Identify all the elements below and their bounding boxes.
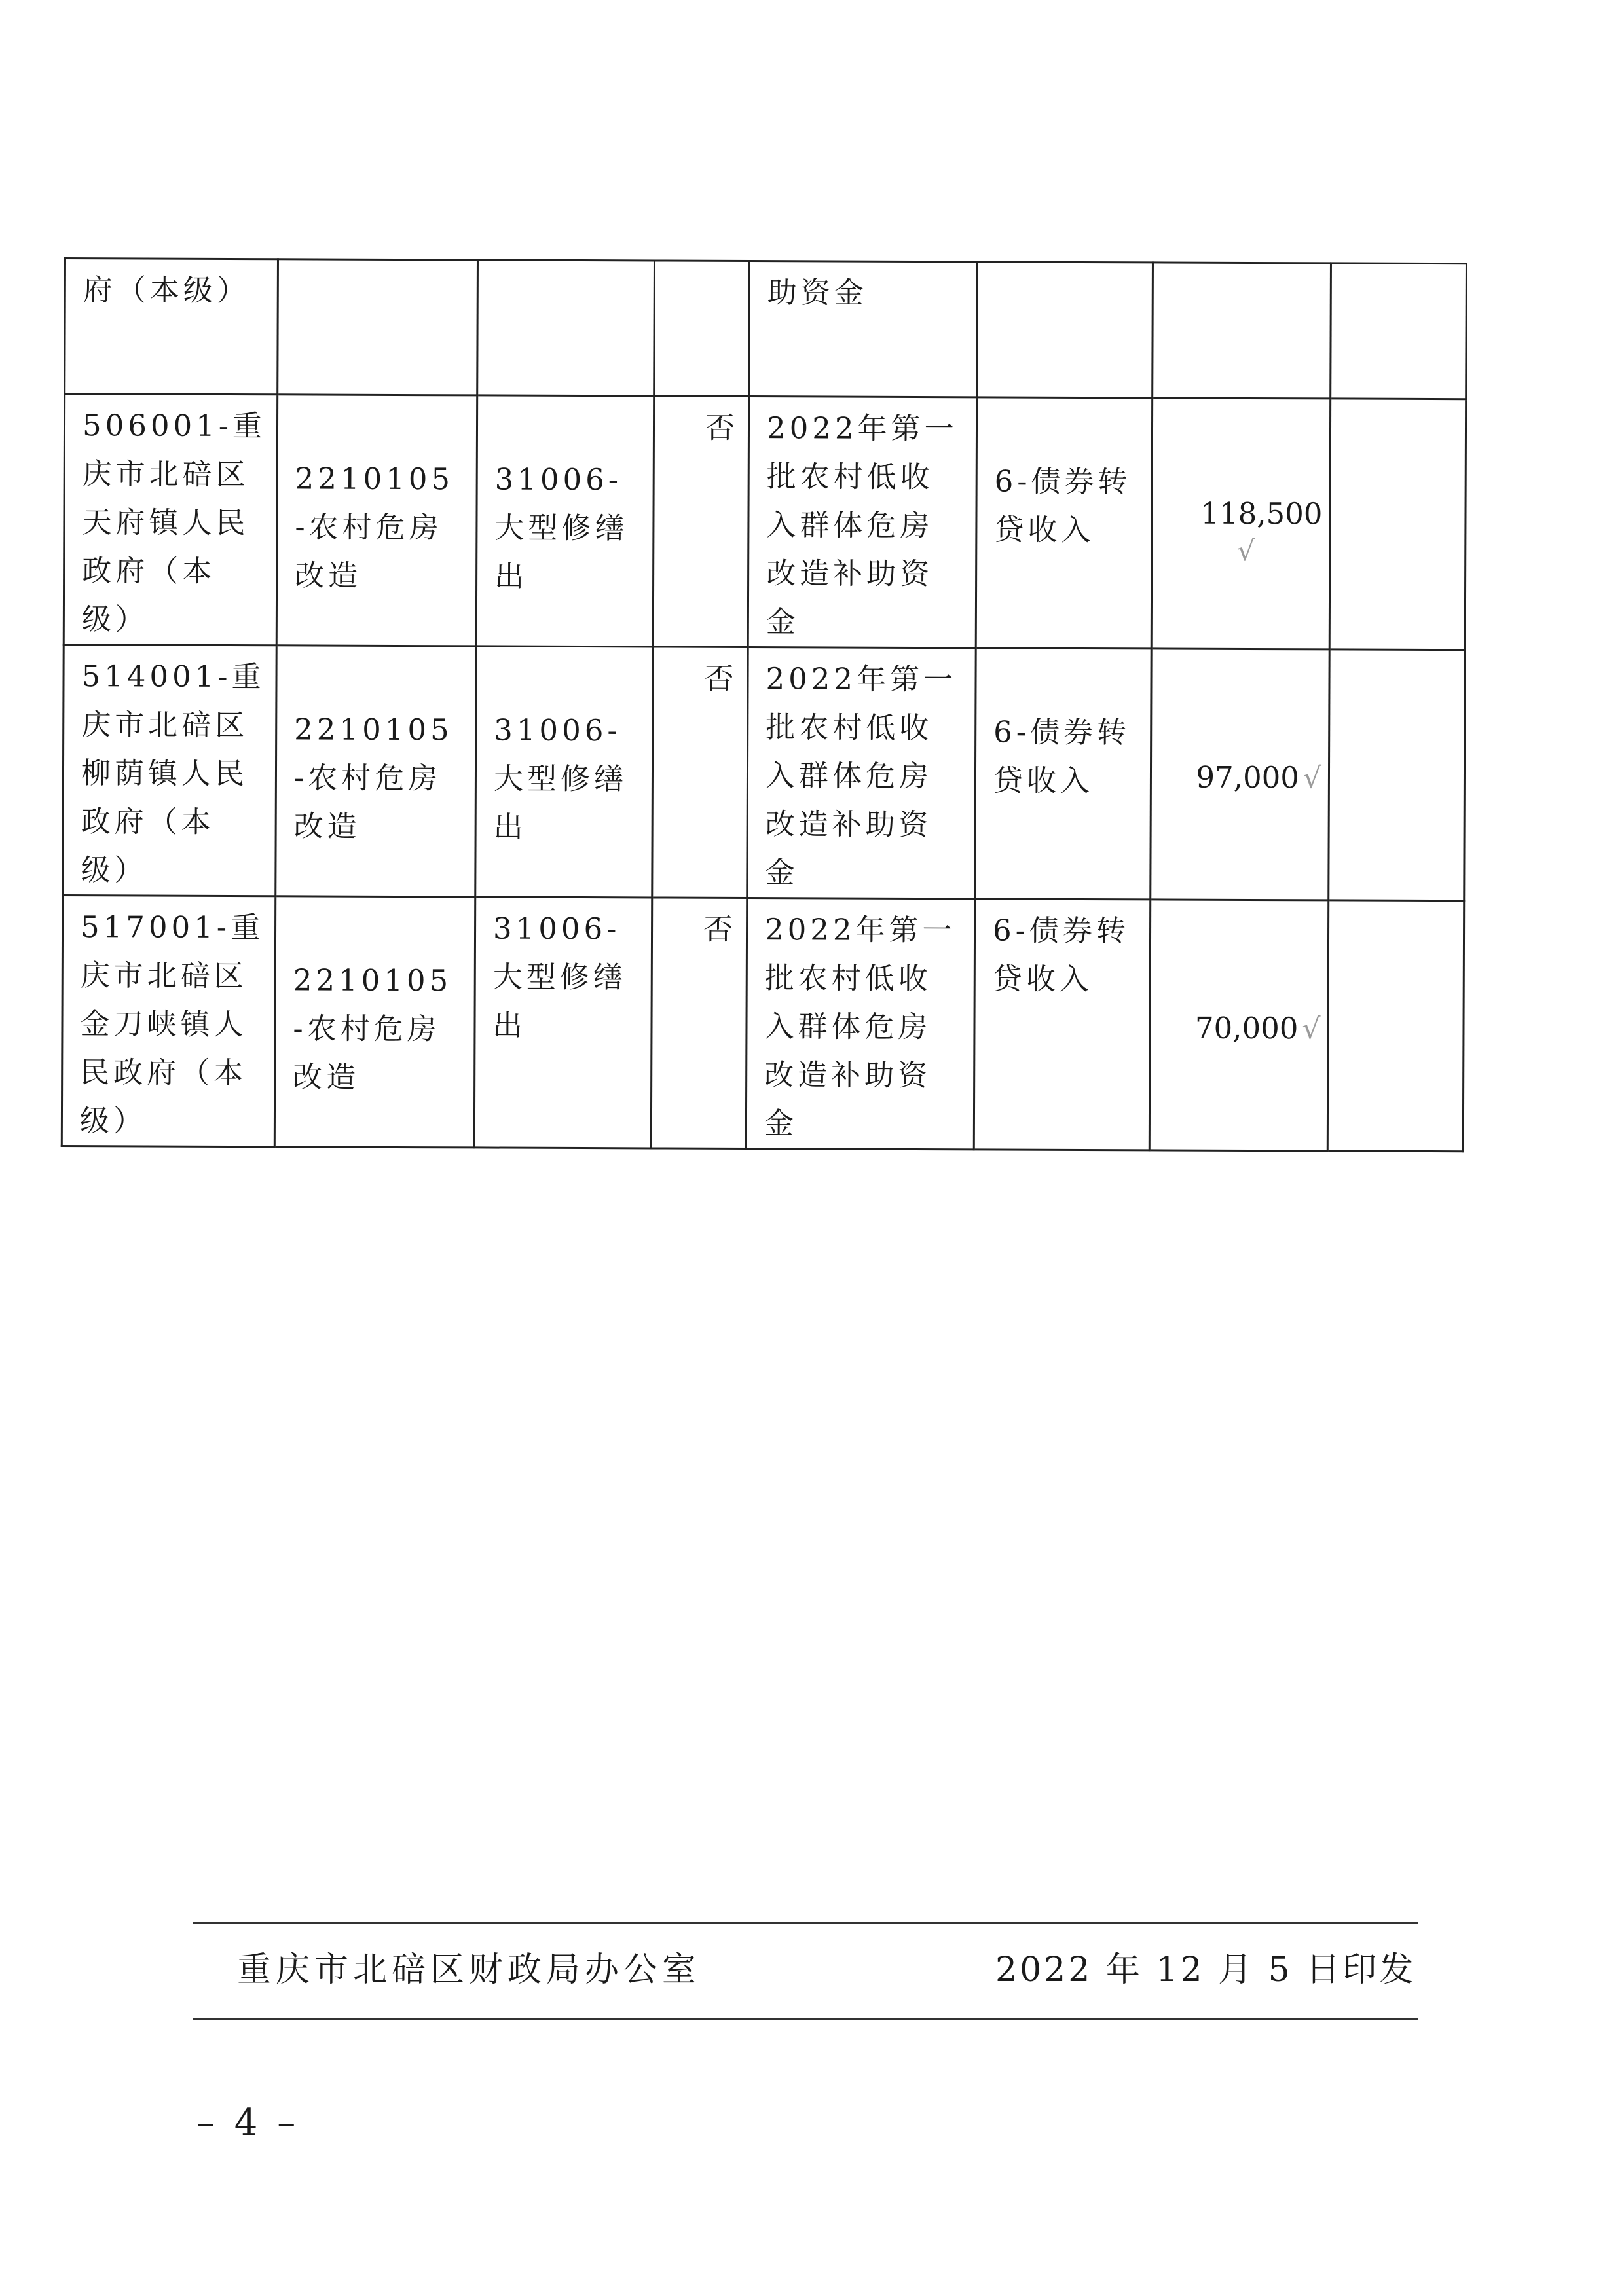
econ-cell bbox=[477, 260, 655, 396]
subject-cell bbox=[276, 395, 477, 646]
econ-cell bbox=[476, 395, 654, 647]
note-cell bbox=[1327, 900, 1464, 1152]
flag-cell: 否 bbox=[651, 898, 747, 1149]
source-text: 6-债券转贷收入 bbox=[993, 714, 1131, 799]
subject-text: 2210105-农村危房改造 bbox=[293, 712, 453, 844]
issue-date: 2022 年 12 月 5 日印发 bbox=[995, 1950, 1416, 1990]
project-cell: 2022年第一批农村低收入群体危房改造补助资金 bbox=[748, 397, 976, 648]
econ-text: 31006- 大型修缮出 bbox=[494, 462, 629, 594]
note-cell bbox=[1331, 263, 1467, 399]
allocation-table bbox=[61, 257, 1467, 1152]
amount-cell bbox=[1151, 398, 1330, 649]
econ-cell bbox=[475, 646, 653, 898]
check-mark-icon: √ bbox=[1302, 761, 1322, 795]
note-cell bbox=[1329, 399, 1466, 650]
subject-text: 2210105-农村危房改造 bbox=[293, 962, 452, 1095]
unit-cell: 517001-重庆市北碚区金刀峡镇人民政府（本级） bbox=[62, 895, 275, 1146]
check-mark-icon: √ bbox=[1302, 1011, 1321, 1046]
unit-cell: 514001-重庆市北碚区柳荫镇人民政府（本级） bbox=[63, 645, 276, 896]
source-cell bbox=[977, 262, 1153, 398]
subject-cell bbox=[274, 896, 475, 1148]
subject-cell bbox=[278, 259, 478, 395]
amount-value: 97,000 bbox=[1196, 759, 1300, 795]
flag-cell bbox=[654, 261, 750, 397]
table-row bbox=[65, 259, 1467, 399]
amount-cell bbox=[1149, 900, 1328, 1151]
project-cell: 2022年第一批农村低收入群体危房改造补助资金 bbox=[746, 898, 974, 1150]
unit-cell: 506001-重庆市北碚区天府镇人民政府（本级） bbox=[64, 394, 277, 646]
table-row bbox=[64, 394, 1466, 650]
amount-cell bbox=[1153, 263, 1331, 399]
note-cell bbox=[1329, 649, 1465, 901]
amount-value: 118,500 bbox=[1200, 496, 1323, 532]
footer-top-rule bbox=[193, 1922, 1418, 1924]
amount-cell bbox=[1151, 649, 1329, 900]
footer-bottom-rule bbox=[193, 2018, 1418, 2020]
table-row bbox=[63, 645, 1465, 901]
project-cell: 助资金 bbox=[749, 261, 978, 397]
flag-cell: 否 bbox=[653, 396, 748, 647]
issuer-name: 重庆市北碚区财政局办公室 bbox=[237, 1950, 701, 1990]
source-cell bbox=[975, 648, 1151, 900]
table-row bbox=[62, 895, 1464, 1151]
econ-cell: 31006- 大型修缮出 bbox=[474, 897, 652, 1148]
source-cell bbox=[976, 397, 1152, 649]
subject-text: 2210105-农村危房改造 bbox=[295, 461, 454, 593]
source-text: 6-债券转贷收入 bbox=[994, 464, 1132, 548]
check-mark-icon: √ bbox=[1237, 534, 1255, 567]
subject-cell bbox=[276, 646, 476, 897]
page-number: – 4 – bbox=[196, 2102, 300, 2144]
project-cell: 2022年第一批农村低收入群体危房改造补助资金 bbox=[747, 647, 976, 899]
econ-text: 31006- 大型修缮出 bbox=[493, 712, 628, 845]
unit-cell: 府（本级） bbox=[65, 259, 278, 395]
flag-cell: 否 bbox=[652, 647, 748, 898]
amount-value: 70,000 bbox=[1194, 1010, 1299, 1046]
source-cell: 6-债券转贷收入 bbox=[974, 899, 1150, 1150]
